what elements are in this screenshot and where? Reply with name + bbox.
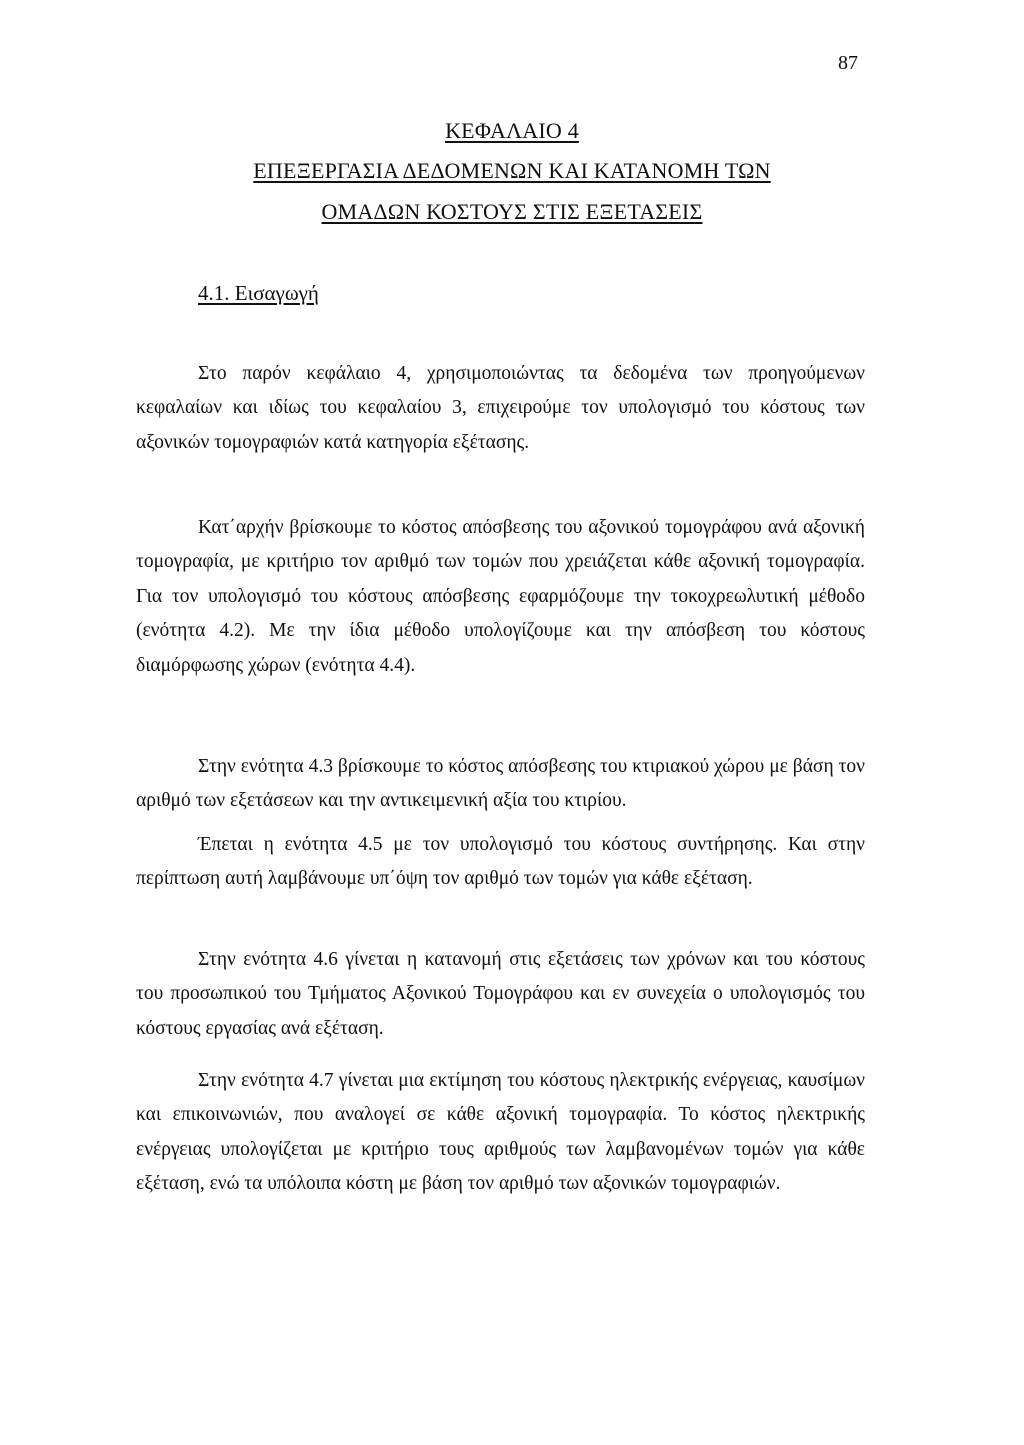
paragraph-6 — [136, 1064, 865, 1202]
page-number: 87 — [838, 52, 858, 74]
section-heading-text: 4.1. Εισαγωγή — [198, 281, 319, 305]
paragraph-3 — [136, 750, 865, 819]
paragraph-6-text: Στην ενότητα 4.7 γίνεται μια εκτίμηση του κόστους ηλεκτρικής ενέργειας, καυσίμων και επικοινωνιών, που αναλογεί σε κάθε αξονική τομογραφία. Το κόστος ηλεκτρικής ενέργειας υπολογίζεται με κριτήριο τους αριθμούς των λαμβανομένων τομών για κάθε εξέταση, ενώ τα υπόλοιπα κόστη με βάση τον αριθμό των αξονικών τομογραφιών. — [136, 1070, 865, 1195]
paragraph-5 — [136, 943, 865, 1046]
paragraph-4 — [136, 828, 865, 897]
paragraph-5-text: Στην ενότητα 4.6 γίνεται η κατανομή στις εξετάσεις των χρόνων και του κόστους του προσωπικού του Τμήματος Αξονικού Τομογράφου και εν συνεχεία ο υπολογισμός του κόστους εργασίας ανά εξέταση. — [136, 949, 865, 1039]
chapter-label-text: ΚΕΦΑΛΑΙΟ 4 — [445, 118, 579, 143]
chapter-title-line-2 — [0, 201, 1024, 223]
section-heading — [198, 283, 319, 304]
chapter-title-line-2-text: ΟΜΑΔΩΝ ΚΟΣΤΟΥΣ ΣΤΙΣ ΕΞΕΤΑΣΕΙΣ — [321, 199, 703, 224]
chapter-title-line-1-text: ΕΠΕΞΕΡΓΑΣΙΑ ΔΕΔΟΜΕΝΩΝ ΚΑΙ ΚΑΤΑΝΟΜΗ ΤΩΝ — [253, 158, 771, 183]
paragraph-1-text: Στο παρόν κεφάλαιο 4, χρησιμοποιώντας τα δεδομένα των προηγούμενων κεφαλαίων και ιδίως του κεφαλαίου 3, επιχειρούμε τον υπολογισμό του κόστους των αξονικών τομογραφιών κατά κατηγορία εξέτασης. — [136, 363, 865, 453]
chapter-title-line-1 — [0, 160, 1024, 182]
chapter-label — [0, 120, 1024, 142]
paragraph-2 — [136, 511, 865, 683]
paragraph-1 — [136, 357, 865, 460]
paragraph-2-text: Κατ΄αρχήν βρίσκουμε το κόστος απόσβεσης του αξονικού τομογράφου ανά αξονική τομογραφία, με κριτήριο τον αριθμό των τομών που χρειάζεται κάθε αξονική τομογραφία. Για τον υπολογισμό του κόστους απόσβεσης εφαρμόζουμε την τοκοχρεωλυτική μέθοδο (ενότητα 4.2). Με την ίδια μέθοδο υπολογίζουμε και την απόσβεση του κόστους διαμόρφωσης χώρων (ενότητα 4.4). — [136, 517, 865, 676]
paragraph-3-text: Στην ενότητα 4.3 βρίσκουμε το κόστος απόσβεσης του κτιριακού χώρου με βάση τον αριθμό των εξετάσεων και την αντικειμενική αξία του κτιρίου. — [136, 756, 865, 812]
paragraph-4-text: Έπεται η ενότητα 4.5 με τον υπολογισμό του κόστους συντήρησης. Και στην περίπτωση αυτή λαμβάνουμε υπ΄όψη τον αριθμό των τομών για κάθε εξέταση. — [136, 834, 865, 890]
